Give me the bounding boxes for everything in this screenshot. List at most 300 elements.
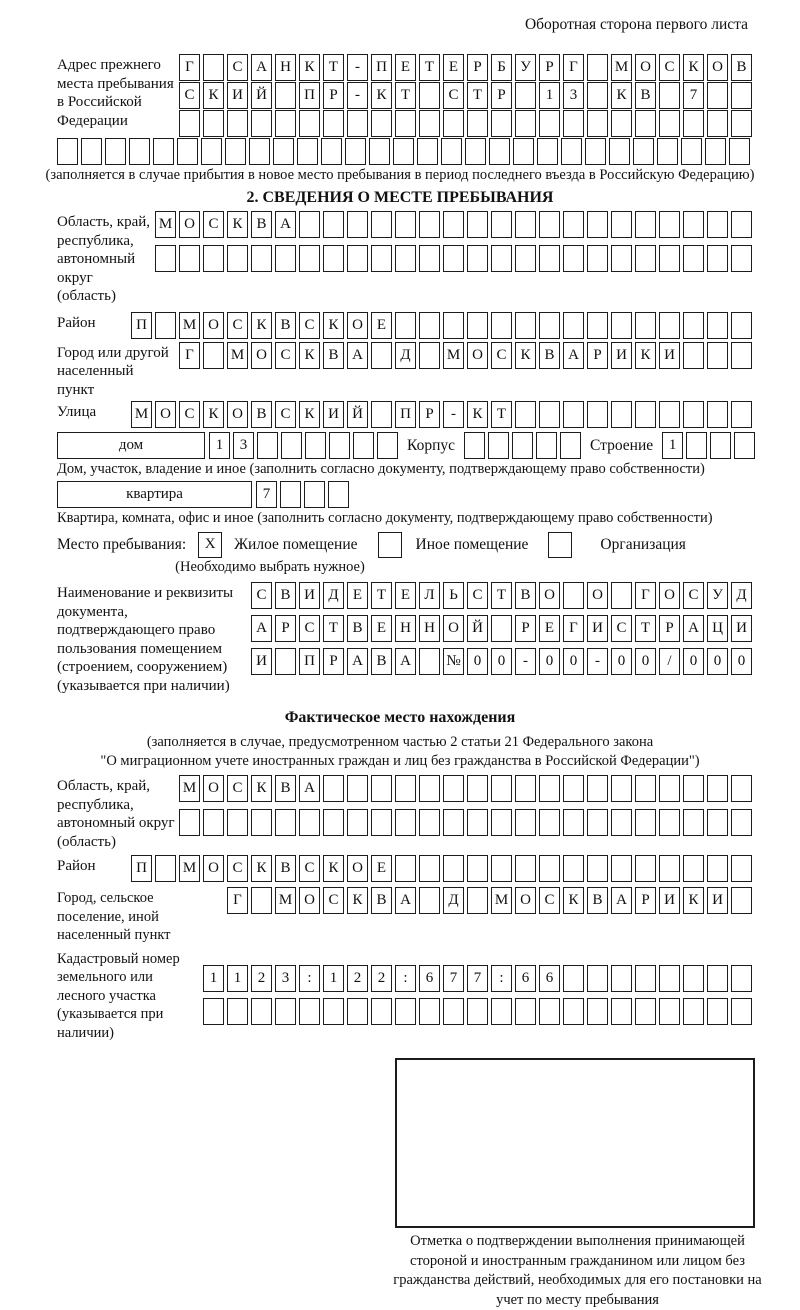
char-cell[interactable]: С [683, 582, 704, 609]
char-cell[interactable] [731, 775, 752, 802]
char-cell[interactable]: 7 [443, 965, 464, 992]
char-cell[interactable]: Й [467, 615, 488, 642]
char-cell[interactable] [419, 775, 440, 802]
char-cell[interactable] [419, 648, 440, 675]
char-cell[interactable]: Б [491, 54, 512, 81]
char-cell[interactable] [347, 110, 368, 137]
char-cell[interactable]: О [203, 312, 224, 339]
char-cell[interactable] [635, 809, 656, 836]
char-cell[interactable]: М [443, 342, 464, 369]
char-cell[interactable] [371, 401, 392, 428]
char-cell[interactable]: 1 [209, 432, 230, 459]
char-cell[interactable] [155, 312, 176, 339]
char-cell[interactable]: Е [443, 54, 464, 81]
char-cell[interactable]: № [443, 648, 464, 675]
char-cell[interactable] [683, 775, 704, 802]
char-cell[interactable] [731, 312, 752, 339]
char-cell[interactable]: Ь [443, 582, 464, 609]
char-cell[interactable]: В [323, 342, 344, 369]
char-cell[interactable]: Е [371, 855, 392, 882]
char-cell[interactable] [299, 110, 320, 137]
char-cell[interactable]: К [299, 54, 320, 81]
char-cell[interactable] [611, 809, 632, 836]
char-cell[interactable] [299, 245, 320, 272]
char-cell[interactable] [249, 138, 270, 165]
char-cell[interactable]: В [275, 855, 296, 882]
char-cell[interactable] [347, 998, 368, 1025]
char-cell[interactable] [731, 965, 752, 992]
char-cell[interactable]: О [635, 54, 656, 81]
char-cell[interactable]: А [563, 342, 584, 369]
char-cell[interactable] [179, 245, 200, 272]
char-cell[interactable]: К [611, 82, 632, 109]
char-cell[interactable]: Й [251, 82, 272, 109]
char-cell[interactable]: В [251, 401, 272, 428]
char-cell[interactable]: С [251, 582, 272, 609]
char-cell[interactable] [563, 965, 584, 992]
char-cell[interactable] [393, 138, 414, 165]
char-cell[interactable] [539, 855, 560, 882]
char-cell[interactable]: А [251, 54, 272, 81]
char-cell[interactable] [251, 809, 272, 836]
char-cell[interactable]: Т [467, 82, 488, 109]
char-cell[interactable]: И [707, 887, 728, 914]
char-cell[interactable] [729, 138, 750, 165]
char-cell[interactable] [707, 110, 728, 137]
char-cell[interactable] [179, 110, 200, 137]
char-cell[interactable] [707, 245, 728, 272]
char-cell[interactable] [587, 54, 608, 81]
char-cell[interactable]: 1 [662, 432, 683, 459]
char-cell[interactable] [635, 775, 656, 802]
char-cell[interactable] [441, 138, 462, 165]
char-cell[interactable]: 1 [227, 965, 248, 992]
char-cell[interactable] [491, 245, 512, 272]
char-cell[interactable]: В [275, 312, 296, 339]
char-cell[interactable] [512, 432, 533, 459]
char-cell[interactable] [251, 245, 272, 272]
char-cell[interactable] [443, 211, 464, 238]
char-cell[interactable] [105, 138, 126, 165]
char-cell[interactable]: И [299, 582, 320, 609]
char-cell[interactable] [515, 998, 536, 1025]
char-cell[interactable]: П [131, 855, 152, 882]
char-cell[interactable] [681, 138, 702, 165]
char-cell[interactable] [377, 432, 398, 459]
char-cell[interactable]: И [323, 401, 344, 428]
char-cell[interactable] [323, 809, 344, 836]
char-cell[interactable]: О [203, 855, 224, 882]
char-cell[interactable] [611, 211, 632, 238]
char-cell[interactable] [539, 312, 560, 339]
char-cell[interactable] [203, 110, 224, 137]
char-cell[interactable] [345, 138, 366, 165]
char-cell[interactable]: У [707, 582, 728, 609]
char-cell[interactable] [659, 401, 680, 428]
char-cell[interactable] [611, 312, 632, 339]
char-cell[interactable]: 0 [707, 648, 728, 675]
char-cell[interactable] [491, 855, 512, 882]
char-cell[interactable]: К [299, 401, 320, 428]
char-cell[interactable] [464, 432, 485, 459]
char-cell[interactable] [467, 211, 488, 238]
char-cell[interactable]: А [275, 211, 296, 238]
char-cell[interactable]: - [347, 82, 368, 109]
char-cell[interactable]: М [179, 855, 200, 882]
char-cell[interactable] [323, 775, 344, 802]
char-cell[interactable]: С [299, 855, 320, 882]
char-cell[interactable]: Е [395, 582, 416, 609]
char-cell[interactable]: И [227, 82, 248, 109]
char-cell[interactable]: Р [419, 401, 440, 428]
char-cell[interactable]: К [251, 312, 272, 339]
char-cell[interactable]: К [515, 342, 536, 369]
char-cell[interactable]: В [347, 615, 368, 642]
char-cell[interactable] [611, 245, 632, 272]
char-cell[interactable]: 0 [491, 648, 512, 675]
char-cell[interactable] [395, 312, 416, 339]
char-cell[interactable] [707, 401, 728, 428]
char-cell[interactable]: С [275, 401, 296, 428]
char-cell[interactable] [657, 138, 678, 165]
char-cell[interactable]: В [251, 211, 272, 238]
char-cell[interactable] [563, 211, 584, 238]
char-cell[interactable] [659, 855, 680, 882]
char-cell[interactable] [201, 138, 222, 165]
char-cell[interactable]: К [203, 401, 224, 428]
char-cell[interactable]: : [395, 965, 416, 992]
char-cell[interactable]: О [299, 887, 320, 914]
char-cell[interactable] [515, 855, 536, 882]
char-cell[interactable] [371, 998, 392, 1025]
char-cell[interactable] [683, 401, 704, 428]
char-cell[interactable] [515, 401, 536, 428]
char-cell[interactable]: 0 [731, 648, 752, 675]
char-cell[interactable] [395, 245, 416, 272]
char-cell[interactable]: К [683, 887, 704, 914]
char-cell[interactable]: Г [563, 54, 584, 81]
char-cell[interactable]: С [299, 312, 320, 339]
char-cell[interactable]: - [347, 54, 368, 81]
char-cell[interactable] [515, 775, 536, 802]
char-cell[interactable] [587, 211, 608, 238]
char-cell[interactable] [419, 312, 440, 339]
char-cell[interactable] [707, 211, 728, 238]
char-cell[interactable] [539, 401, 560, 428]
char-cell[interactable] [539, 245, 560, 272]
char-cell[interactable]: К [683, 54, 704, 81]
char-cell[interactable] [347, 809, 368, 836]
char-cell[interactable] [467, 110, 488, 137]
char-cell[interactable]: Т [395, 82, 416, 109]
char-cell[interactable] [587, 809, 608, 836]
char-cell[interactable]: С [611, 615, 632, 642]
char-cell[interactable]: А [299, 775, 320, 802]
char-cell[interactable]: Р [467, 54, 488, 81]
char-cell[interactable] [710, 432, 731, 459]
char-cell[interactable] [561, 138, 582, 165]
char-cell[interactable] [611, 855, 632, 882]
char-cell[interactable]: Л [419, 582, 440, 609]
char-cell[interactable] [251, 998, 272, 1025]
char-cell[interactable] [659, 82, 680, 109]
char-cell[interactable]: К [299, 342, 320, 369]
char-cell[interactable]: В [539, 342, 560, 369]
char-cell[interactable] [179, 809, 200, 836]
char-cell[interactable]: 1 [203, 965, 224, 992]
char-cell[interactable]: Д [395, 342, 416, 369]
char-cell[interactable] [297, 138, 318, 165]
char-cell[interactable] [227, 998, 248, 1025]
char-cell[interactable] [705, 138, 726, 165]
char-cell[interactable]: П [299, 82, 320, 109]
char-cell[interactable]: Т [323, 615, 344, 642]
char-cell[interactable]: Т [491, 401, 512, 428]
char-cell[interactable]: И [659, 887, 680, 914]
char-cell[interactable] [731, 211, 752, 238]
char-cell[interactable] [611, 965, 632, 992]
char-cell[interactable] [707, 965, 728, 992]
char-cell[interactable] [707, 998, 728, 1025]
char-cell[interactable] [81, 138, 102, 165]
char-cell[interactable]: М [227, 342, 248, 369]
char-cell[interactable] [491, 809, 512, 836]
char-cell[interactable] [686, 432, 707, 459]
char-cell[interactable] [467, 775, 488, 802]
char-cell[interactable] [731, 110, 752, 137]
char-cell[interactable]: И [587, 615, 608, 642]
char-cell[interactable]: Г [179, 342, 200, 369]
char-cell[interactable]: Р [323, 648, 344, 675]
char-cell[interactable]: М [179, 775, 200, 802]
char-cell[interactable] [489, 138, 510, 165]
char-cell[interactable]: 0 [683, 648, 704, 675]
char-cell[interactable] [659, 211, 680, 238]
char-cell[interactable] [587, 998, 608, 1025]
char-cell[interactable]: М [155, 211, 176, 238]
char-cell[interactable] [203, 809, 224, 836]
char-cell[interactable]: С [659, 54, 680, 81]
char-cell[interactable]: В [515, 582, 536, 609]
char-cell[interactable] [515, 110, 536, 137]
char-cell[interactable]: Т [323, 54, 344, 81]
checkbox-other-premises[interactable] [378, 532, 402, 558]
char-cell[interactable] [395, 211, 416, 238]
char-cell[interactable] [539, 775, 560, 802]
char-cell[interactable] [563, 312, 584, 339]
char-cell[interactable]: Г [179, 54, 200, 81]
char-cell[interactable]: К [323, 855, 344, 882]
char-cell[interactable]: К [347, 887, 368, 914]
checkbox-residential[interactable]: X [198, 532, 222, 558]
char-cell[interactable] [491, 615, 512, 642]
char-cell[interactable] [443, 809, 464, 836]
char-cell[interactable]: К [227, 211, 248, 238]
char-cell[interactable] [467, 998, 488, 1025]
char-cell[interactable] [323, 110, 344, 137]
char-cell[interactable] [467, 245, 488, 272]
char-cell[interactable] [633, 138, 654, 165]
char-cell[interactable]: Д [443, 887, 464, 914]
char-cell[interactable] [273, 138, 294, 165]
char-cell[interactable]: К [323, 312, 344, 339]
char-cell[interactable] [515, 211, 536, 238]
char-cell[interactable]: 3 [275, 965, 296, 992]
char-cell[interactable] [275, 998, 296, 1025]
char-cell[interactable]: - [587, 648, 608, 675]
char-cell[interactable] [587, 775, 608, 802]
char-cell[interactable]: М [275, 887, 296, 914]
checkbox-organization[interactable] [548, 532, 572, 558]
char-cell[interactable]: : [491, 965, 512, 992]
char-cell[interactable] [491, 211, 512, 238]
char-cell[interactable] [731, 342, 752, 369]
house-box[interactable]: дом [57, 432, 205, 459]
char-cell[interactable] [731, 245, 752, 272]
char-cell[interactable] [707, 809, 728, 836]
char-cell[interactable] [257, 432, 278, 459]
char-cell[interactable]: Н [275, 54, 296, 81]
char-cell[interactable]: 7 [467, 965, 488, 992]
char-cell[interactable]: 1 [539, 82, 560, 109]
char-cell[interactable] [465, 138, 486, 165]
char-cell[interactable]: О [347, 855, 368, 882]
char-cell[interactable] [659, 965, 680, 992]
char-cell[interactable]: А [347, 342, 368, 369]
char-cell[interactable]: 3 [563, 82, 584, 109]
char-cell[interactable] [635, 401, 656, 428]
char-cell[interactable]: В [371, 648, 392, 675]
char-cell[interactable] [635, 110, 656, 137]
char-cell[interactable]: К [251, 855, 272, 882]
char-cell[interactable]: 6 [515, 965, 536, 992]
char-cell[interactable] [731, 809, 752, 836]
char-cell[interactable] [275, 110, 296, 137]
char-cell[interactable]: М [611, 54, 632, 81]
char-cell[interactable]: И [251, 648, 272, 675]
char-cell[interactable]: С [275, 342, 296, 369]
char-cell[interactable] [611, 110, 632, 137]
char-cell[interactable] [177, 138, 198, 165]
char-cell[interactable] [395, 809, 416, 836]
char-cell[interactable] [155, 855, 176, 882]
char-cell[interactable]: Е [347, 582, 368, 609]
char-cell[interactable] [227, 245, 248, 272]
char-cell[interactable] [491, 110, 512, 137]
char-cell[interactable]: Г [563, 615, 584, 642]
char-cell[interactable]: Е [371, 615, 392, 642]
char-cell[interactable]: А [251, 615, 272, 642]
char-cell[interactable] [659, 775, 680, 802]
char-cell[interactable] [635, 855, 656, 882]
char-cell[interactable]: Р [635, 887, 656, 914]
char-cell[interactable] [611, 998, 632, 1025]
char-cell[interactable]: Т [635, 615, 656, 642]
char-cell[interactable]: Д [731, 582, 752, 609]
char-cell[interactable]: С [227, 855, 248, 882]
char-cell[interactable] [611, 401, 632, 428]
char-cell[interactable] [635, 312, 656, 339]
char-cell[interactable] [419, 998, 440, 1025]
char-cell[interactable] [369, 138, 390, 165]
char-cell[interactable]: С [227, 775, 248, 802]
char-cell[interactable] [585, 138, 606, 165]
char-cell[interactable] [731, 82, 752, 109]
char-cell[interactable] [707, 82, 728, 109]
char-cell[interactable]: В [371, 887, 392, 914]
char-cell[interactable] [563, 401, 584, 428]
char-cell[interactable]: Т [491, 582, 512, 609]
char-cell[interactable]: 1 [323, 965, 344, 992]
char-cell[interactable] [587, 245, 608, 272]
char-cell[interactable] [299, 809, 320, 836]
char-cell[interactable]: В [731, 54, 752, 81]
char-cell[interactable] [275, 809, 296, 836]
char-cell[interactable] [275, 82, 296, 109]
char-cell[interactable] [683, 211, 704, 238]
char-cell[interactable] [659, 110, 680, 137]
char-cell[interactable] [467, 887, 488, 914]
char-cell[interactable]: И [731, 615, 752, 642]
char-cell[interactable] [281, 432, 302, 459]
char-cell[interactable] [515, 809, 536, 836]
char-cell[interactable]: И [659, 342, 680, 369]
char-cell[interactable]: 7 [683, 82, 704, 109]
char-cell[interactable]: О [155, 401, 176, 428]
char-cell[interactable] [419, 211, 440, 238]
char-cell[interactable] [227, 110, 248, 137]
char-cell[interactable] [419, 82, 440, 109]
char-cell[interactable]: К [203, 82, 224, 109]
char-cell[interactable] [683, 342, 704, 369]
char-cell[interactable] [611, 582, 632, 609]
char-cell[interactable] [328, 481, 349, 508]
char-cell[interactable] [395, 110, 416, 137]
char-cell[interactable] [560, 432, 581, 459]
char-cell[interactable] [419, 245, 440, 272]
char-cell[interactable]: 2 [371, 965, 392, 992]
char-cell[interactable] [251, 110, 272, 137]
char-cell[interactable]: Г [635, 582, 656, 609]
char-cell[interactable]: С [539, 887, 560, 914]
char-cell[interactable] [488, 432, 509, 459]
char-cell[interactable] [563, 110, 584, 137]
char-cell[interactable]: С [179, 82, 200, 109]
char-cell[interactable] [395, 998, 416, 1025]
char-cell[interactable]: 0 [539, 648, 560, 675]
char-cell[interactable]: А [611, 887, 632, 914]
char-cell[interactable] [563, 582, 584, 609]
char-cell[interactable]: К [635, 342, 656, 369]
char-cell[interactable] [467, 855, 488, 882]
char-cell[interactable]: В [275, 582, 296, 609]
char-cell[interactable]: О [347, 312, 368, 339]
char-cell[interactable] [515, 245, 536, 272]
char-cell[interactable]: С [299, 615, 320, 642]
char-cell[interactable]: А [395, 887, 416, 914]
char-cell[interactable]: Г [227, 887, 248, 914]
char-cell[interactable]: 2 [251, 965, 272, 992]
char-cell[interactable] [707, 342, 728, 369]
char-cell[interactable]: О [515, 887, 536, 914]
char-cell[interactable]: М [491, 887, 512, 914]
char-cell[interactable]: Р [659, 615, 680, 642]
char-cell[interactable]: Т [419, 54, 440, 81]
char-cell[interactable] [635, 211, 656, 238]
char-cell[interactable]: 0 [635, 648, 656, 675]
char-cell[interactable] [227, 809, 248, 836]
char-cell[interactable]: О [467, 342, 488, 369]
